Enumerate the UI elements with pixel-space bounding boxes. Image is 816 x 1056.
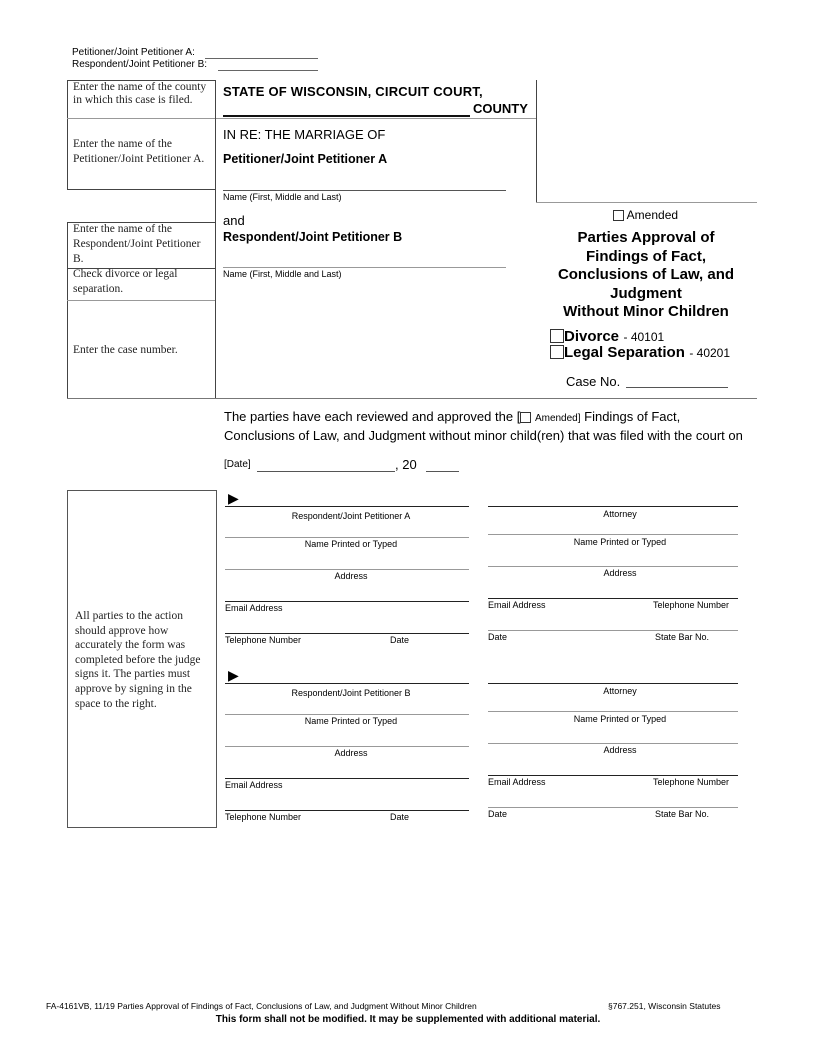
sign-here-arrow-icon: ▶ bbox=[228, 490, 239, 506]
divider bbox=[67, 118, 536, 119]
county-instruction: Enter the name of the county in which this case is filed. bbox=[73, 81, 207, 106]
respondent-b-label: Respondent/Joint Petitioner B: bbox=[72, 59, 208, 70]
petitioner-a-caption: Petitioner/Joint Petitioner A bbox=[223, 152, 388, 166]
attorney-b-name-field[interactable] bbox=[488, 711, 738, 712]
petitioner-a-name-field[interactable] bbox=[223, 190, 506, 191]
attorney-b-email-phone-field[interactable] bbox=[488, 775, 738, 776]
amended-checkbox-row[interactable] bbox=[613, 208, 678, 222]
amended-label: Amended bbox=[626, 208, 679, 222]
approval-statement bbox=[224, 408, 749, 444]
attorney-a-address-field[interactable] bbox=[488, 566, 738, 567]
footer-form-id: FA-4161VB, 11/19 Parties Approval of Findings of Fact, Conclusions of Law, and Judgment Without Minor Children bbox=[46, 1001, 477, 1011]
telephone-label: Telephone Number bbox=[653, 777, 730, 787]
sign-here-arrow-icon: ▶ bbox=[228, 667, 239, 683]
party-a-phone-date-field[interactable] bbox=[225, 633, 469, 634]
party-a-label: Respondent/Joint Petitioner A bbox=[291, 511, 411, 521]
attorney-b-signature-field[interactable] bbox=[488, 683, 738, 684]
date-label: Date bbox=[488, 632, 508, 642]
name-printed-label: Name Printed or Typed bbox=[304, 539, 398, 549]
email-label: Email Address bbox=[225, 780, 283, 790]
case-no-label: Case No. bbox=[566, 374, 621, 389]
date-field[interactable] bbox=[257, 471, 395, 472]
footer-statute: §767.251, Wisconsin Statutes bbox=[608, 1001, 721, 1011]
party-b-label: Respondent/Joint Petitioner B bbox=[291, 688, 411, 698]
petitioner-a-instruction: Enter the name of the Petitioner/Joint Petitioner A. bbox=[73, 138, 205, 165]
email-label: Email Address bbox=[488, 600, 546, 610]
respondent-b-instruction: Enter the name of the Respondent/Joint Petitioner B. bbox=[73, 223, 201, 265]
statement-text: The parties have each reviewed and approved the [ bbox=[224, 409, 521, 424]
telephone-label: Telephone Number bbox=[653, 600, 730, 610]
party-b-email-field[interactable] bbox=[225, 778, 469, 779]
court-heading: STATE OF WISCONSIN, CIRCUIT COURT, bbox=[223, 84, 483, 99]
amended-inline-checkbox[interactable] bbox=[520, 412, 531, 423]
state-bar-label: State Bar No. bbox=[655, 632, 710, 642]
party-a-signature-field[interactable] bbox=[225, 506, 469, 507]
name-hint: Name (First, Middle and Last) bbox=[223, 192, 342, 202]
name-printed-label: Name Printed or Typed bbox=[304, 716, 398, 726]
attorney-a-date-bar-field[interactable] bbox=[488, 630, 738, 631]
form-title bbox=[536, 229, 756, 322]
party-a-name-field[interactable] bbox=[225, 537, 469, 538]
attorney-a-name-field[interactable] bbox=[488, 534, 738, 535]
respondent-b-field[interactable] bbox=[218, 70, 318, 71]
state-bar-label: State Bar No. bbox=[655, 809, 710, 819]
check-instruction: Check divorce or legal separation. bbox=[73, 268, 178, 295]
attorney-a-email-phone-field[interactable] bbox=[488, 598, 738, 599]
respondent-b-caption: Respondent/Joint Petitioner B bbox=[223, 230, 403, 244]
divider bbox=[536, 80, 537, 202]
attorney-a-signature-field[interactable] bbox=[488, 506, 738, 507]
name-printed-label: Name Printed or Typed bbox=[573, 537, 667, 547]
title-line: Findings of Fact, bbox=[586, 247, 706, 265]
party-b-phone-date-field[interactable] bbox=[225, 810, 469, 811]
date-label: [Date] bbox=[224, 459, 251, 470]
divorce-code: - 40101 bbox=[623, 330, 665, 344]
attorney-b-address-field[interactable] bbox=[488, 743, 738, 744]
respondent-b-name-field[interactable] bbox=[223, 267, 506, 268]
case-number-instruction: Enter the case number. bbox=[73, 344, 178, 356]
date-label: Date bbox=[488, 809, 508, 819]
name-printed-label: Name Printed or Typed bbox=[573, 714, 667, 724]
title-line: Judgment bbox=[610, 284, 682, 302]
legal-separation-checkbox[interactable] bbox=[550, 345, 564, 359]
divider bbox=[215, 80, 216, 398]
footer-notice: This form shall not be modified. It may be supplemented with additional material. bbox=[215, 1014, 601, 1025]
case-no-field[interactable] bbox=[626, 387, 728, 388]
and-label: and bbox=[223, 213, 245, 228]
petitioner-a-label: Petitioner/Joint Petitioner A: bbox=[72, 47, 195, 58]
legal-separation-label: Legal Separation bbox=[564, 344, 685, 361]
divorce-label: Divorce bbox=[564, 328, 620, 345]
address-label: Address bbox=[334, 748, 368, 758]
legal-separation-option[interactable] bbox=[550, 344, 730, 362]
year-prefix: , 20 bbox=[395, 457, 417, 472]
party-a-email-field[interactable] bbox=[225, 601, 469, 602]
divider bbox=[536, 202, 757, 203]
attorney-label: Attorney bbox=[603, 509, 637, 519]
telephone-label: Telephone Number bbox=[225, 812, 302, 822]
party-b-name-field[interactable] bbox=[225, 714, 469, 715]
date-label: Date bbox=[390, 812, 410, 822]
party-b-address-field[interactable] bbox=[225, 746, 469, 747]
address-label: Address bbox=[603, 568, 637, 578]
approval-instruction: All parties to the action should approve how accurately the form was completed before the judge signs it. The parties must approve by signing in the space to the right. bbox=[75, 610, 201, 710]
year-field[interactable] bbox=[426, 471, 459, 472]
amended-checkbox[interactable] bbox=[613, 210, 624, 221]
county-field[interactable] bbox=[223, 115, 470, 117]
title-line: Without Minor Children bbox=[563, 303, 729, 320]
email-label: Email Address bbox=[225, 603, 283, 613]
attorney-label: Attorney bbox=[603, 686, 637, 696]
email-label: Email Address bbox=[488, 777, 546, 787]
address-label: Address bbox=[603, 745, 637, 755]
telephone-label: Telephone Number bbox=[225, 635, 302, 645]
party-b-signature-field[interactable] bbox=[225, 683, 469, 684]
divider bbox=[67, 398, 757, 399]
county-label: COUNTY bbox=[473, 101, 528, 116]
statement-text: Findings of Fact, Conclusions of Law, and Judgment without minor child(ren) that was filed with the court on bbox=[224, 409, 743, 443]
party-a-address-field[interactable] bbox=[225, 569, 469, 570]
address-label: Address bbox=[334, 571, 368, 581]
in-re-heading: IN RE: THE MARRIAGE OF bbox=[223, 127, 386, 142]
divorce-checkbox[interactable] bbox=[550, 329, 564, 343]
petitioner-a-field[interactable] bbox=[205, 58, 318, 59]
title-line: Conclusions of Law, and bbox=[557, 266, 735, 283]
amended-inline-label: Amended] bbox=[534, 413, 581, 424]
name-hint: Name (First, Middle and Last) bbox=[223, 269, 342, 279]
date-label: Date bbox=[390, 635, 410, 645]
title-line: Parties Approval of bbox=[577, 229, 715, 246]
legal-separation-code: - 40201 bbox=[689, 346, 731, 360]
divider bbox=[67, 300, 215, 301]
attorney-b-date-bar-field[interactable] bbox=[488, 807, 738, 808]
